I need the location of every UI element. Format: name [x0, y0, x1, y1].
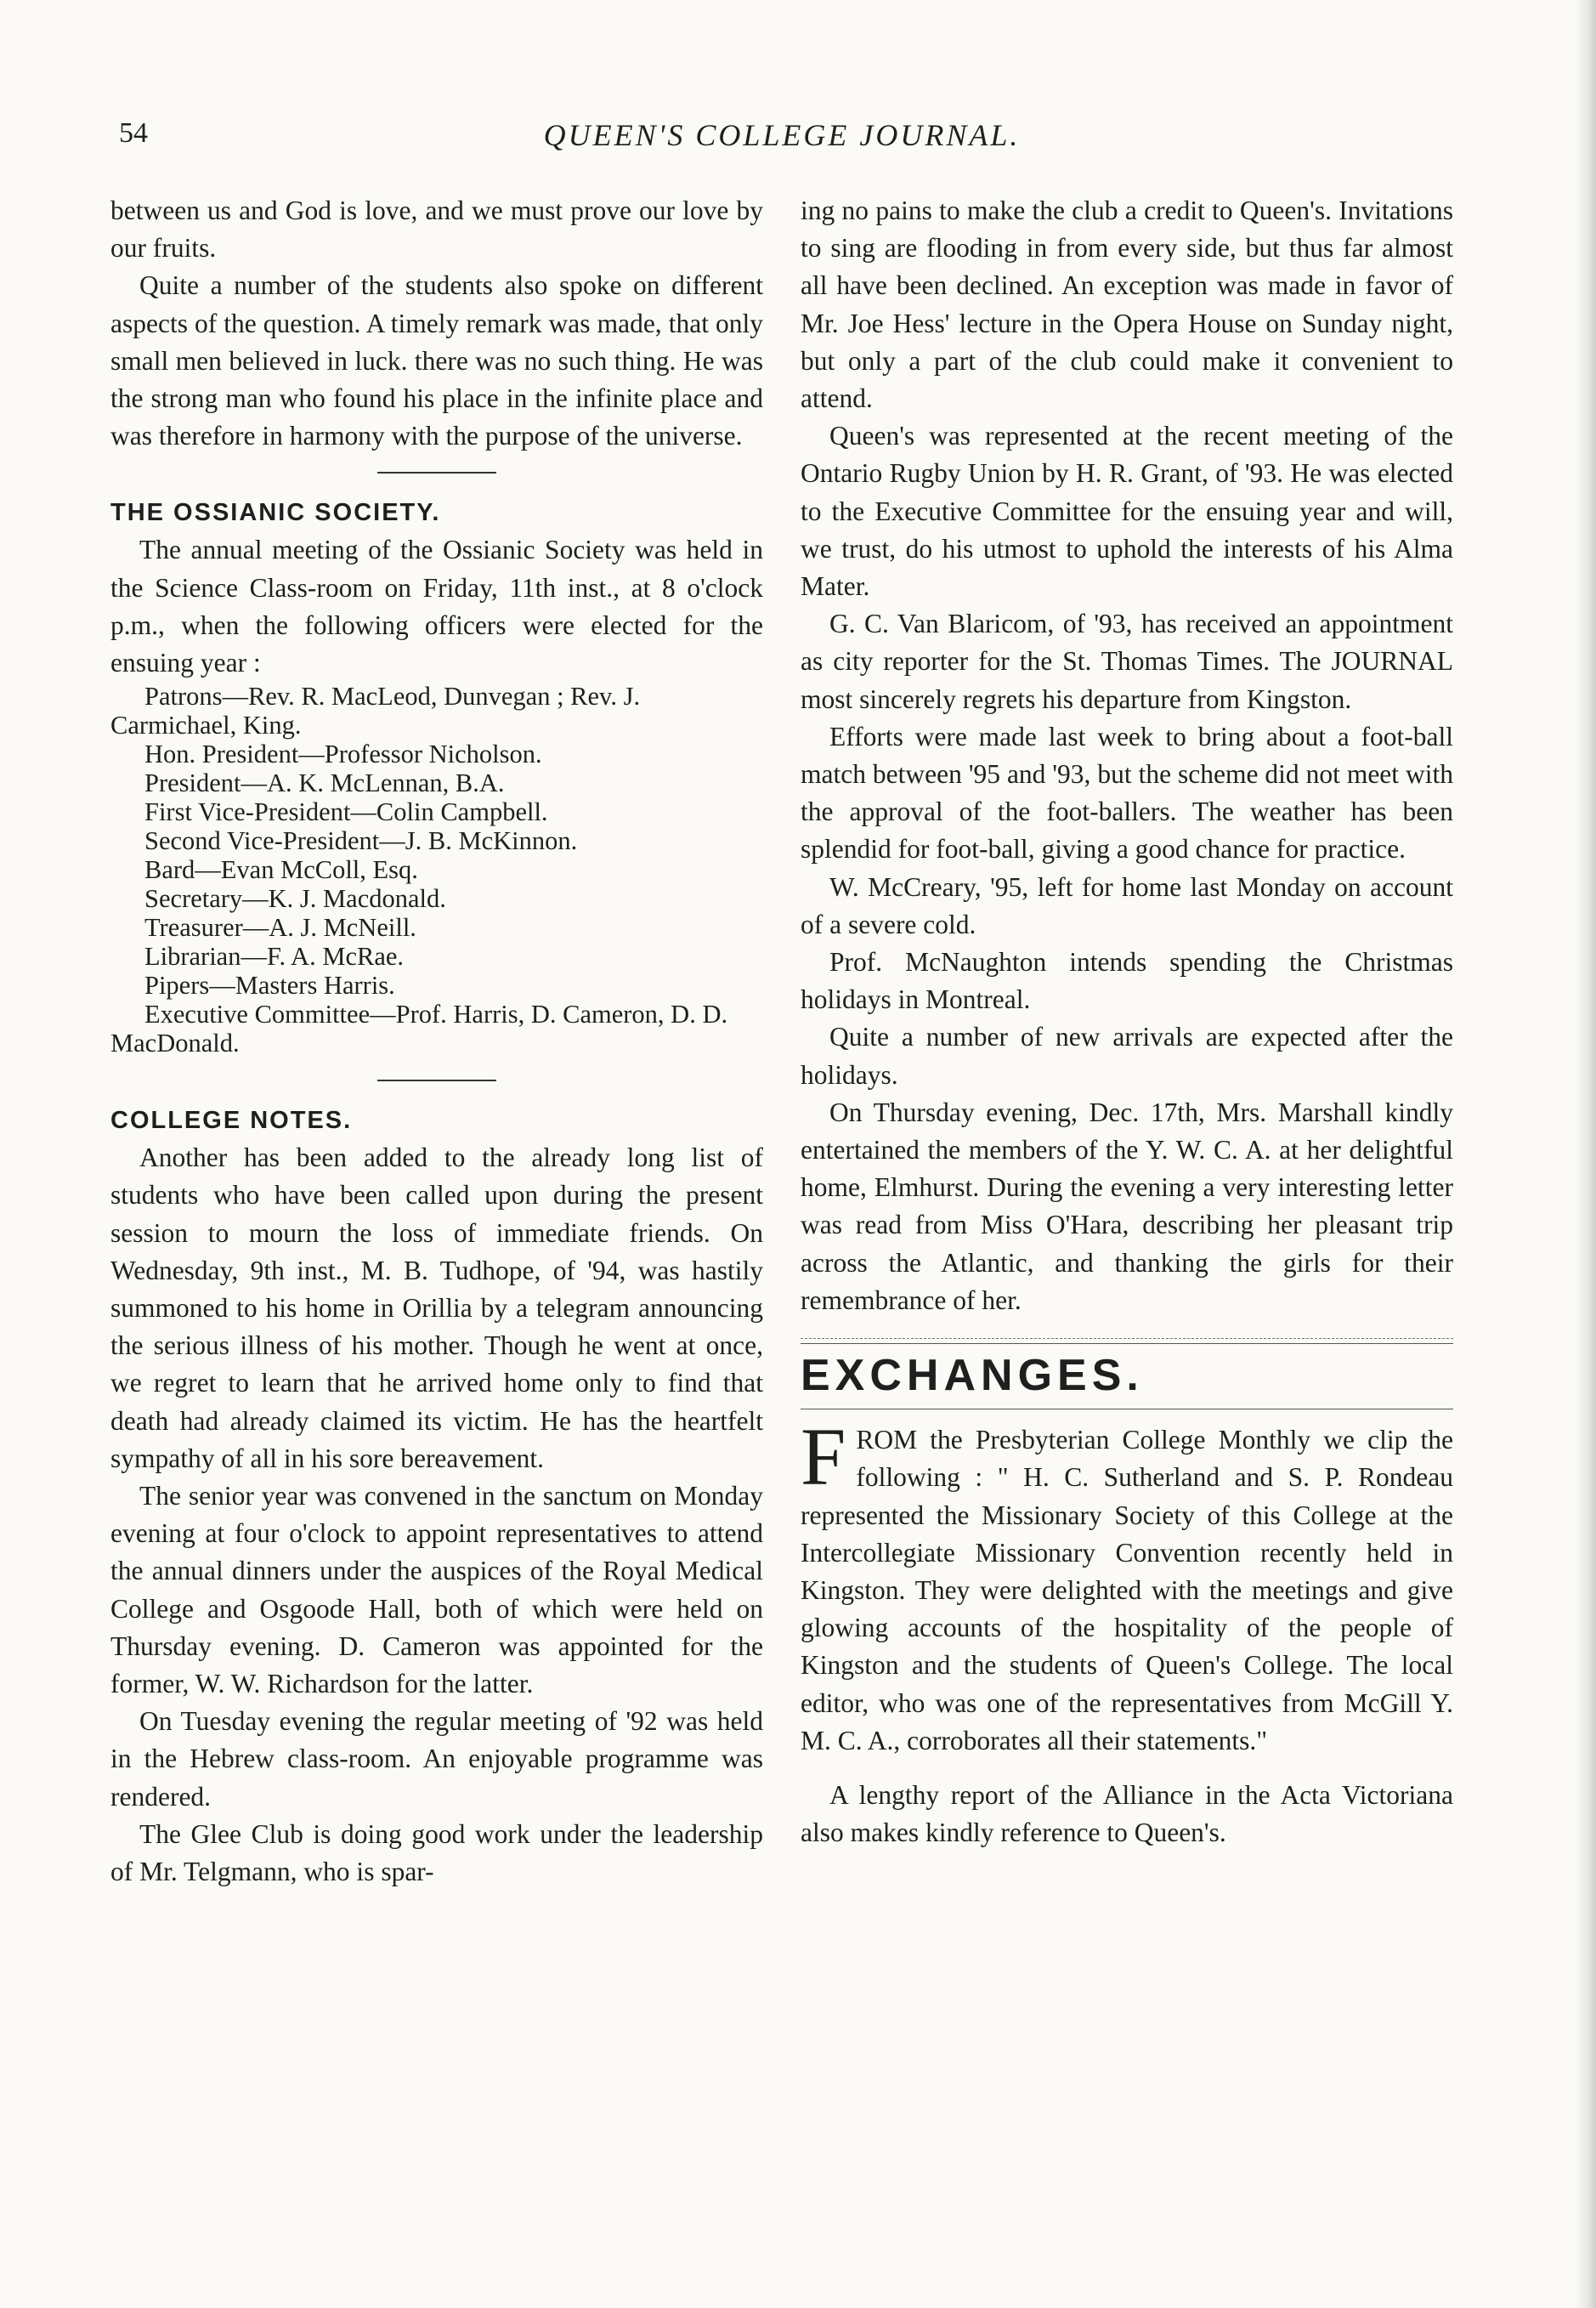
paragraph: between us and God is love, and we must prove our love by our fruits. [110, 196, 763, 264]
section-heading-exchanges: EXCHANGES. [801, 1351, 1144, 1401]
officer-entry: Pipers—Masters Harris. [144, 971, 395, 1001]
officer-entry: Bard—Evan McColl, Esq. [144, 855, 418, 885]
paragraph: Queen's was represented at the recent meeting of the Ontario Rugby Union by H. R. Grant, of '93. He was elected to the Executive Committee for the ensuing year and will, we trust, do his utmost to uphold the interests of his Alma Mater. [801, 421, 1453, 602]
paragraph: The senior year was convened in the sanctum on Monday evening at four o'clock to appoint representatives to attend the annual dinners under the auspices of the Royal Medical College and Osgoode Hall, both of which were held on Thursday evening. D. Cameron was appointed for the former, W. W. Richardson for the latter. [110, 1481, 763, 1699]
page-number: 54 [119, 117, 148, 149]
paragraph: Quite a number of the students also spoke on different aspects of the question. A timely remark was made, that only small men believed in luck. there was no such thing. He was the strong man who found his place in the infinite place and was therefore in harmony with the purpose of the universe. [110, 270, 763, 451]
spacer [801, 1760, 1453, 1777]
section-divider [801, 1338, 1453, 1344]
paragraph: The annual meeting of the Ossianic Society was held in the Science Class-room on Friday, 11th inst., at 8 o'clock p.m., when the following officers were elected for the ensuing year : [110, 535, 763, 678]
left-column [110, 192, 763, 1891]
paragraph: Quite a number of new arrivals are expected after the holidays. [801, 1022, 1453, 1090]
paragraph: Prof. McNaughton intends spending the Christmas holidays in Montreal. [801, 947, 1453, 1015]
section-divider [377, 472, 496, 474]
officer-entry: President—A. K. McLennan, B.A. [144, 768, 505, 798]
paragraph: The Glee Club is doing good work under the leadership of Mr. Telgmann, who is spar- [110, 1818, 763, 1887]
officer-entry: Hon. President—Professor Nicholson. [144, 740, 542, 769]
page-header [119, 117, 1445, 160]
officer-entry: Librarian—F. A. McRae. [144, 942, 405, 972]
section-heading-college-notes: COLLEGE NOTES. [110, 1107, 353, 1135]
officer-entry: Secretary—K. J. Macdonald. [144, 884, 446, 914]
officer-entry: Treasurer—A. J. McNeill. [144, 913, 416, 943]
paragraph [801, 1411, 1453, 1760]
paragraph: W. McCreary, '95, left for home last Monday on account of a severe cold. [801, 871, 1453, 939]
paragraph: G. C. Van Blaricom, of '93, has received an appointment as city reporter for the St. Thomas Times. The JOURNAL most sincerely regrets his departure from Kingston. [801, 609, 1453, 714]
page-edge-shadow [1576, 0, 1596, 2308]
drop-cap: F [801, 1411, 846, 1503]
paragraph: ing no pains to make the club a credit to Queen's. Invitations to sing are flooding in from every side, but thus far almost all have been declined. An exception was made in favor of Mr. Joe Hess' lecture in the Opera House on Sunday night, but only a part of the club could make it convenient to attend. [801, 196, 1453, 414]
paragraph-text: ROM the Presbyterian College Monthly we clip the following : " H. C. Sutherland and S. P. Rondeau represented the Missionary Society of this College at the Intercollegiate Missionary Convention recently held in Kingston. They were delighted with the meetings and give glowing accounts of the hospitality of the people of Kingston and the students of Queen's College. The local editor, who was one of the representatives from McGill Y. M. C. A., corroborates all their statements." [801, 1425, 1453, 1755]
paragraph: Efforts were made last week to bring about a foot-ball match between '95 and '93, but the scheme did not meet with the approval of the foot-ballers. The weather has been splendid for foot-ball, giving a good chance for practice. [801, 721, 1453, 865]
journal-title: QUEEN'S COLLEGE JOURNAL. [543, 118, 1021, 152]
paragraph: On Thursday evening, Dec. 17th, Mrs. Marshall kindly entertained the members of the Y. W. C. A. at her delightful home, Elmhurst. During the evening a very interesting letter was read from Miss O'Hara, describing her pleasant trip across the Atlantic, and thanking the girls for their remembrance of her. [801, 1097, 1453, 1315]
officer-entry: Patrons—Rev. R. MacLeod, Dunvegan ; Rev. J. Carmichael, King. [110, 682, 641, 740]
officer-entry: Executive Committee—Prof. Harris, D. Cameron, D. D. MacDonald. [110, 1000, 728, 1058]
paragraph: A lengthy report of the Alliance in the Acta Victoriana also makes kindly reference to Queen's. [801, 1779, 1453, 1848]
section-heading-ossianic: THE OSSIANIC SOCIETY. [110, 499, 441, 527]
officer-entry: First Vice-President—Colin Campbell. [144, 797, 548, 827]
right-column [801, 192, 1453, 1852]
officers-list [110, 682, 763, 1058]
officer-entry: Second Vice-President—J. B. McKinnon. [144, 826, 578, 856]
paragraph: Another has been added to the already long list of students who have been called upon during the present session to mourn the loss of immediate friends. On Wednesday, 9th inst., M. B. Tudhope, of '94, was hastily summoned to his home in Orillia by a telegram announcing the serious illness of his mother. Though he went at once, we regret to learn that he arrived home only to find that death had already claimed its victim. He has the heartfelt sympathy of all in his sore bereavement. [110, 1143, 763, 1473]
section-divider [377, 1080, 496, 1081]
paragraph: On Tuesday evening the regular meeting of '92 was held in the Hebrew class-room. An enjoyable programme was rendered. [110, 1706, 763, 1812]
